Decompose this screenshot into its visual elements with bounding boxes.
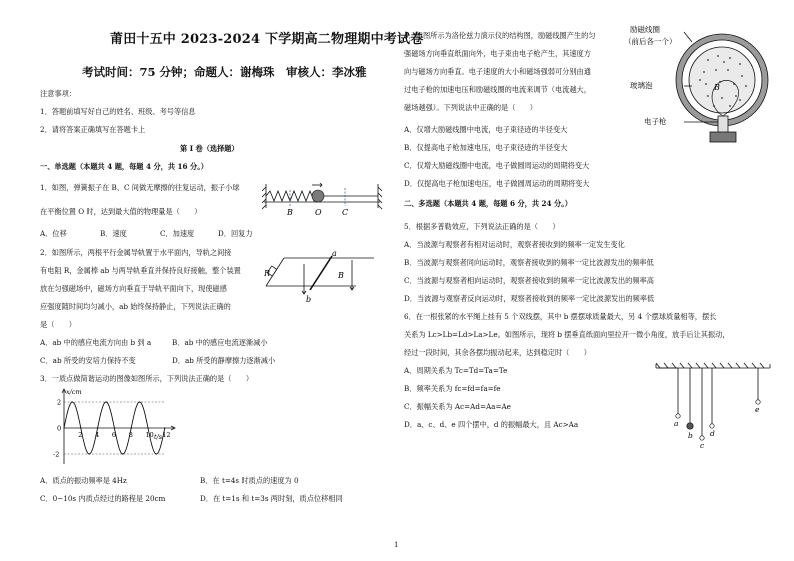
q1-option-a: A．位移 (40, 229, 67, 238)
lorentz-apparatus-figure (622, 20, 778, 148)
data-point (63, 427, 64, 428)
q3-option-d: D．在 t=1s 和 t=3s 两时刻，质点位移相同 (200, 494, 343, 503)
pendulum-d (710, 424, 714, 428)
q2-option-a: A．ab 中的感应电流方向由 b 到 a (40, 338, 152, 347)
displacement-time-chart (44, 386, 178, 466)
q4-line: 磁场越强）。下列说法中正确的是（ ） (404, 103, 537, 112)
q2-option-b: B．ab 中的感应电流逐渐减小 (172, 338, 268, 347)
label-C: C (342, 208, 349, 217)
section-heading: 一、单选题（本题共 4 题，每题 4 分，共 16 分。） (40, 162, 208, 171)
x-tick-label: 6 (111, 431, 117, 439)
label-e: e (755, 405, 760, 414)
data-point (72, 401, 73, 402)
label-c: c (700, 441, 705, 448)
data-point (89, 453, 90, 454)
pendulum-a (676, 414, 680, 418)
pendulum-c (700, 436, 704, 440)
q4-option-d: D．仅提高电子枪加速电压，电子做圆周运动的周期将变大 (404, 179, 590, 188)
label-a: a (332, 250, 337, 258)
bulb-label: 玻璃泡 (630, 81, 653, 90)
q4-line: 强磁场方向垂直纸面向外，电子束由电子枪产生，其速度方 (404, 49, 591, 58)
q1-option-c: C．加速度 (160, 229, 195, 238)
q3-option-c: C．0~10s 内质点经过的路程是 20cm (40, 494, 166, 503)
exam-subtitle: 考试时间：75 分钟；命题人：谢梅珠 审核人：李冰雅 (82, 65, 367, 79)
q2-option-c: C．ab 所受的安培力保持不变 (40, 356, 136, 365)
data-point (105, 401, 106, 402)
q5-option-d: D．当波源与观察者反向运动时，观察者接收到的频率一定比波源发出的频率低 (404, 294, 655, 303)
q2-line: 2．如图所示，两根平行金属导轨置于水平面内，导轨之间接 (40, 248, 232, 257)
q4-option-a: A．仅增大励磁线圈中电流，电子束径迹的半径变大 (404, 125, 568, 134)
label-B-field: B (714, 83, 720, 92)
q3-stem: 3．一质点做简谐运动的图像如图所示，下列说法正确的是（ ） (40, 374, 254, 383)
y-tick-label: -2 (53, 450, 60, 459)
data-point (80, 427, 81, 428)
label-B-field: B (338, 271, 344, 280)
label-d: d (710, 429, 715, 438)
q4-option-b: B．仅提高电子枪加速电压，电子束径迹的半径变大 (404, 143, 568, 152)
label-a: a (674, 419, 679, 428)
label-b: b (306, 295, 312, 304)
q2-line: 应强度随时间均匀减小，ab 始终保持静止，下列说法正确的 (40, 302, 231, 311)
volume-title: 第 I 卷（选择题） (180, 144, 239, 153)
q6-line: 关系为 Lc>Lb=Ld>La>Le。如图所示，现将 b 摆垂直纸面向里拉开一微小角度，放手后让其振动， (404, 330, 730, 339)
note-item: 1．答题前填写好自己的姓名、班级、考号等信息 (40, 107, 196, 116)
data-point (147, 427, 148, 428)
q6-option-c: C．振幅关系为 Ac=Ad=Aa=Ae (404, 402, 511, 411)
page-number: 1 (394, 541, 399, 549)
data-point (122, 453, 123, 454)
exam-title: 莆田十五中 2023-2024 下学期高二物理期中考试卷 (110, 32, 424, 47)
q4-line: 向与磁场方向垂直。电子速度的大小和磁场强弱可分别由通 (404, 67, 591, 76)
section-heading: 二、多选题（本题共 4 题，每题 6 分，共 24 分。） (404, 199, 572, 208)
pendulum-e (756, 400, 760, 404)
q3-option-b: B．在 t=4s 时质点的速度为 0 (200, 476, 299, 485)
q4-line: 4．如图所示为洛伦兹力演示仪的结构图，励磁线圈产生的匀 (404, 31, 596, 40)
q5-option-b: B．当波源与观察者同向运动时，观察者接收到的频率一定比波源发出的频率低 (404, 258, 654, 267)
q3-option-a: A．质点的振动频率是 4Hz (40, 476, 127, 485)
x-axis-label: t/s (154, 433, 163, 441)
q2-option-d: D．ab 所受的静摩擦力逐渐减小 (172, 356, 276, 365)
coil-label: 励磁线圈 (630, 25, 660, 34)
q1-line: 在平衡位置 O 时，达到最大值的物理量是（ ） (40, 207, 202, 216)
q6-option-a: A．周期关系为 Tc=Td=Ta=Te (404, 366, 508, 375)
data-point (164, 427, 165, 428)
label-B: B (287, 208, 293, 217)
pendulums-figure (654, 362, 772, 448)
data-point (131, 427, 132, 428)
data-point (139, 401, 140, 402)
q2-line: 有电阻 R，金属棒 ab 与两导轨垂直并保持良好接触，整个装置 (40, 266, 241, 275)
x-tick-label: 2 (78, 431, 83, 439)
q6-line: 6．在一根张紧的水平绳上挂有 5 个双线摆，其中 b 摆摆球质量最大，另 4 个摆球质量相等，摆长 (404, 312, 717, 321)
q1-line: 1．如图，弹簧振子在 B、C 间做无摩擦的往复运动，振子小球 (40, 183, 240, 192)
note-item: 2．请将答案正确填写在答题卡上 (40, 125, 146, 134)
label-b: b (688, 431, 693, 440)
q4-line: 过电子枪的加速电压和励磁线圈的电流来调节（电流越大， (404, 85, 591, 94)
q6-option-d: D．a、c、d、e 四个摆中，d 的振幅最大，且 Ac>Aa (404, 420, 579, 429)
x-tick-label: 4 (95, 431, 100, 439)
x-tick-label: 12 (162, 431, 171, 439)
q5-stem: 5．根据多普勒效应，下列说法正确的是（ ） (404, 222, 560, 231)
data-point (156, 453, 157, 454)
q6-option-b: B．频率关系为 fc=fd=fa=fe (404, 384, 501, 393)
q1-option-d: D．回复力 (218, 229, 253, 238)
q4-option-c: C．仅增大励磁线圈中电流，电子做圆周运动的周期将变大 (404, 161, 590, 170)
pendulum-b (687, 423, 693, 429)
q5-option-a: A．当波源与观察者有相对运动时，观察者接收到的频率一定发生变化 (404, 240, 625, 249)
q1-option-b: B．速度 (100, 229, 127, 238)
notes-heading: 注意事项： (40, 89, 76, 98)
gun-label: 电子枪 (644, 117, 667, 126)
data-point (97, 427, 98, 428)
coil-note-label: （前后各一个） (624, 37, 677, 46)
oscillator-ball (312, 190, 324, 202)
data-point (114, 427, 115, 428)
label-O: O (315, 208, 322, 217)
rail-circuit-figure (262, 250, 380, 306)
y-tick-label: 2 (57, 398, 62, 407)
q2-line: 放在匀强磁场中，磁场方向垂直于导轨平面向下，现使磁感 (40, 284, 227, 293)
spring-oscillator-figure (262, 178, 390, 220)
x-tick-label: 10 (145, 431, 154, 439)
q5-option-c: C．当波源与观察者相向运动时，观察者接收到的频率一定比波源发出的频率高 (404, 276, 654, 285)
y-tick-label: 0 (57, 424, 62, 433)
q6-line: 经过一段时间，其余各摆均振动起来，达到稳定时（ ） (404, 348, 591, 357)
q2-line: 是（ ） (40, 320, 76, 329)
label-R: R (264, 269, 271, 278)
x-tick-label: 8 (128, 431, 133, 439)
y-axis-label: x/cm (66, 388, 82, 396)
